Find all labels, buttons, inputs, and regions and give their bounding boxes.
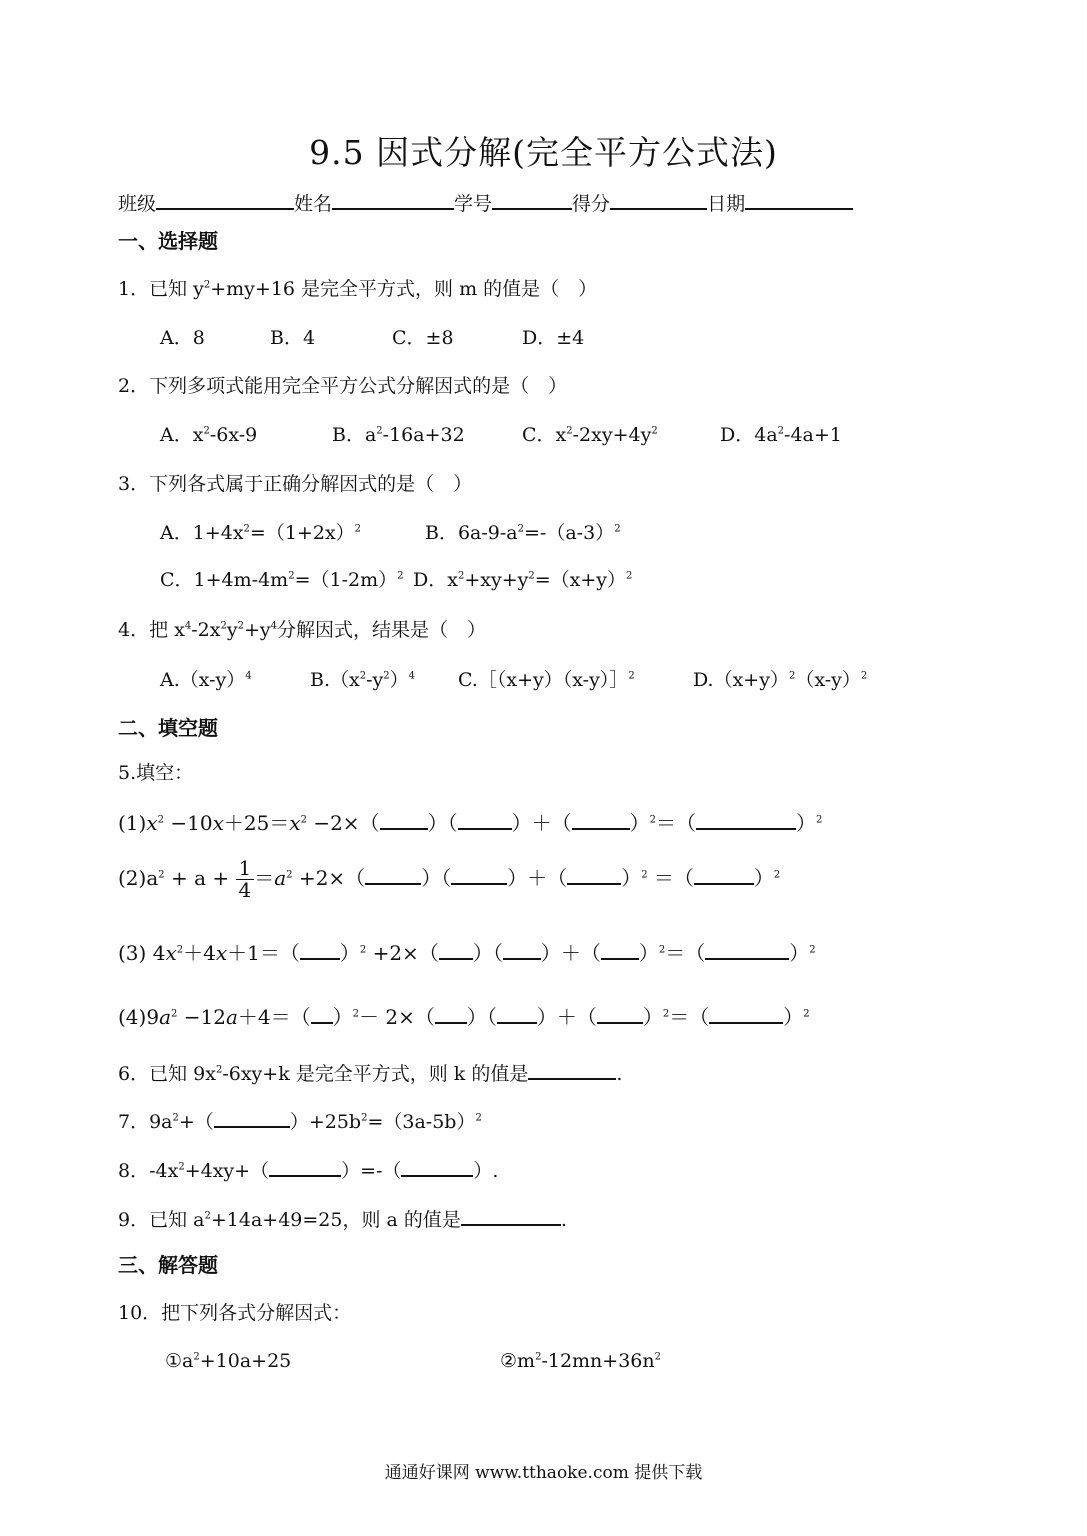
q5-part-3: (3) $4x^2+4x+1=$（ ）$^2$ +2×（ ）（ ）＋（ ）$^2$＝（ ）$^2$ (118, 941, 816, 965)
q1-option-d[interactable]: D．±4 (522, 327, 585, 349)
worksheet-title: 9.5 因式分解(完全平方公式法) (309, 133, 778, 172)
date-blank[interactable] (745, 190, 853, 210)
q5-1-blank-4[interactable] (696, 810, 796, 830)
fraction-one-quarter: $\frac{1}{4}$ (236, 858, 255, 901)
student-number-label: 学号 (454, 193, 493, 215)
name-blank[interactable] (332, 190, 454, 210)
q1-option-c[interactable]: C．±8 (392, 327, 454, 349)
q1-option-b[interactable]: B．4 (270, 327, 316, 349)
question-4-stem: 4．把 $x^4-2x^2y^2+y^4$分解因式，结果是（ ） (118, 619, 486, 641)
question-2-stem: 2．下列多项式能用完全平方公式分解因式的是（ ） (118, 375, 568, 397)
q5-2-blank-2[interactable] (451, 865, 507, 885)
q7-blank[interactable] (214, 1108, 290, 1128)
q10-item-2: $②m^2-12mn+36n^2$ (500, 1350, 661, 1372)
q5-1-blank-2[interactable] (458, 810, 512, 830)
question-7: 7．$9a^2+$（ ）$+25b^2=(3a-5b)^2$ (118, 1108, 482, 1132)
q3-option-d[interactable]: D．$x^2+xy+y^2=(x+y)^2$ (413, 569, 633, 591)
q5-3-blank-3[interactable] (503, 940, 541, 960)
q5-4-blank-4[interactable] (597, 1004, 643, 1024)
q2-option-a[interactable]: A．$x^2-6x-9$ (160, 424, 258, 446)
q5-1-blank-1[interactable] (380, 810, 428, 830)
q2-option-d[interactable]: D．$4a^2-4a+1$ (720, 424, 842, 446)
q4-option-b[interactable]: $B.(x^2-y^2)^4$ (310, 669, 416, 691)
question-8: 8．$-4x^2+4xy+$（ ）=-（ ）. (118, 1157, 498, 1181)
q5-1-blank-3[interactable] (572, 810, 630, 830)
q5-3-blank-2[interactable] (439, 940, 473, 960)
question-6: 6．已知 $9x^2-6xy+k$ 是完全平方式，则 k 的值是 . (118, 1060, 622, 1084)
q5-part-2: $(2)a^2 + a$ + $\frac{1}{4}$ $=a^2 +2\times$（ ）（ ）＋（ ）$^2$ ＝（ ）$^2$ (118, 856, 781, 902)
question-3-stem: 3．下列各式属于正确分解因式的是（ ） (118, 473, 473, 495)
q3-option-a[interactable]: A．$1+4x^2=(1+2x)^2$ (160, 522, 362, 544)
question-9: 9．已知 $a^2+14a+49=25$，则 a 的值是 . (118, 1206, 567, 1230)
q2-option-b[interactable]: B．$a^2-16a+32$ (332, 424, 465, 446)
score-blank[interactable] (610, 190, 707, 210)
question-10-stem: 10．把下列各式分解因式： (118, 1302, 352, 1324)
q5-3-blank-1[interactable] (300, 940, 340, 960)
q5-3-blank-5[interactable] (705, 940, 789, 960)
q4-option-c[interactable]: C.［（x+y）（x-y）］$^2$ (458, 669, 635, 691)
section-heading-choice: 一、选择题 (118, 229, 218, 253)
date-label: 日期 (707, 193, 746, 215)
q4-option-a[interactable]: $A.(x-y)^4$ (160, 669, 252, 691)
q5-part-1: $(1)x^2 -10x+25=x^2 -2\times$（ ）（ ）＋（ ）$^2$＝（ ）$^2$ (118, 811, 823, 835)
q10-item-1: $①a^2+10a+25$ (165, 1350, 292, 1372)
q5-4-blank-5[interactable] (709, 1004, 783, 1024)
q3-option-c[interactable]: C．$1+4m-4m^2=(1-2m)^2$ (160, 569, 404, 591)
q5-4-blank-3[interactable] (497, 1004, 537, 1024)
q9-blank[interactable] (461, 1206, 561, 1226)
question-1-stem: 1．已知 $y^2+my+16$ 是完全平方式，则 m 的值是（ ） (118, 278, 598, 300)
score-label: 得分 (572, 193, 611, 215)
name-label: 姓名 (294, 193, 333, 215)
q5-4-blank-1[interactable] (311, 1004, 333, 1024)
class-label: 班级 (118, 193, 157, 215)
footer-source: 通通好课网 www.tthaoke.com 提供下载 (384, 1463, 703, 1483)
question-5-stem: 5.填空： (118, 762, 194, 784)
section-heading-answer: 三、解答题 (118, 1253, 218, 1277)
class-blank[interactable] (156, 190, 294, 210)
q6-blank[interactable] (528, 1060, 616, 1080)
q5-part-4: $(4)9a^2 -12a+4=$（ ）$^2$－ 2×（ ）（ ）＋（ ）$^2$＝（ ）$^2$ (118, 1005, 810, 1029)
student-number-blank[interactable] (492, 190, 572, 210)
q4-option-d[interactable]: $D.(x+y)^2(x-y)^2$ (693, 669, 868, 691)
q5-3-blank-4[interactable] (601, 940, 639, 960)
q5-2-blank-3[interactable] (567, 865, 621, 885)
q5-4-blank-2[interactable] (435, 1004, 467, 1024)
q5-2-blank-1[interactable] (365, 865, 421, 885)
q1-option-a[interactable]: A．8 (160, 327, 205, 349)
section-heading-fill-in: 二、填空题 (118, 716, 218, 740)
q2-option-c[interactable]: C．$x^2-2xy+4y^2$ (522, 424, 658, 446)
q5-2-blank-4[interactable] (694, 865, 754, 885)
q8-blank-2[interactable] (401, 1157, 473, 1177)
header-fields (118, 190, 853, 214)
q3-option-b[interactable]: B．$6a-9-a^2=-(a-3)^2$ (425, 522, 621, 544)
q8-blank-1[interactable] (269, 1157, 341, 1177)
